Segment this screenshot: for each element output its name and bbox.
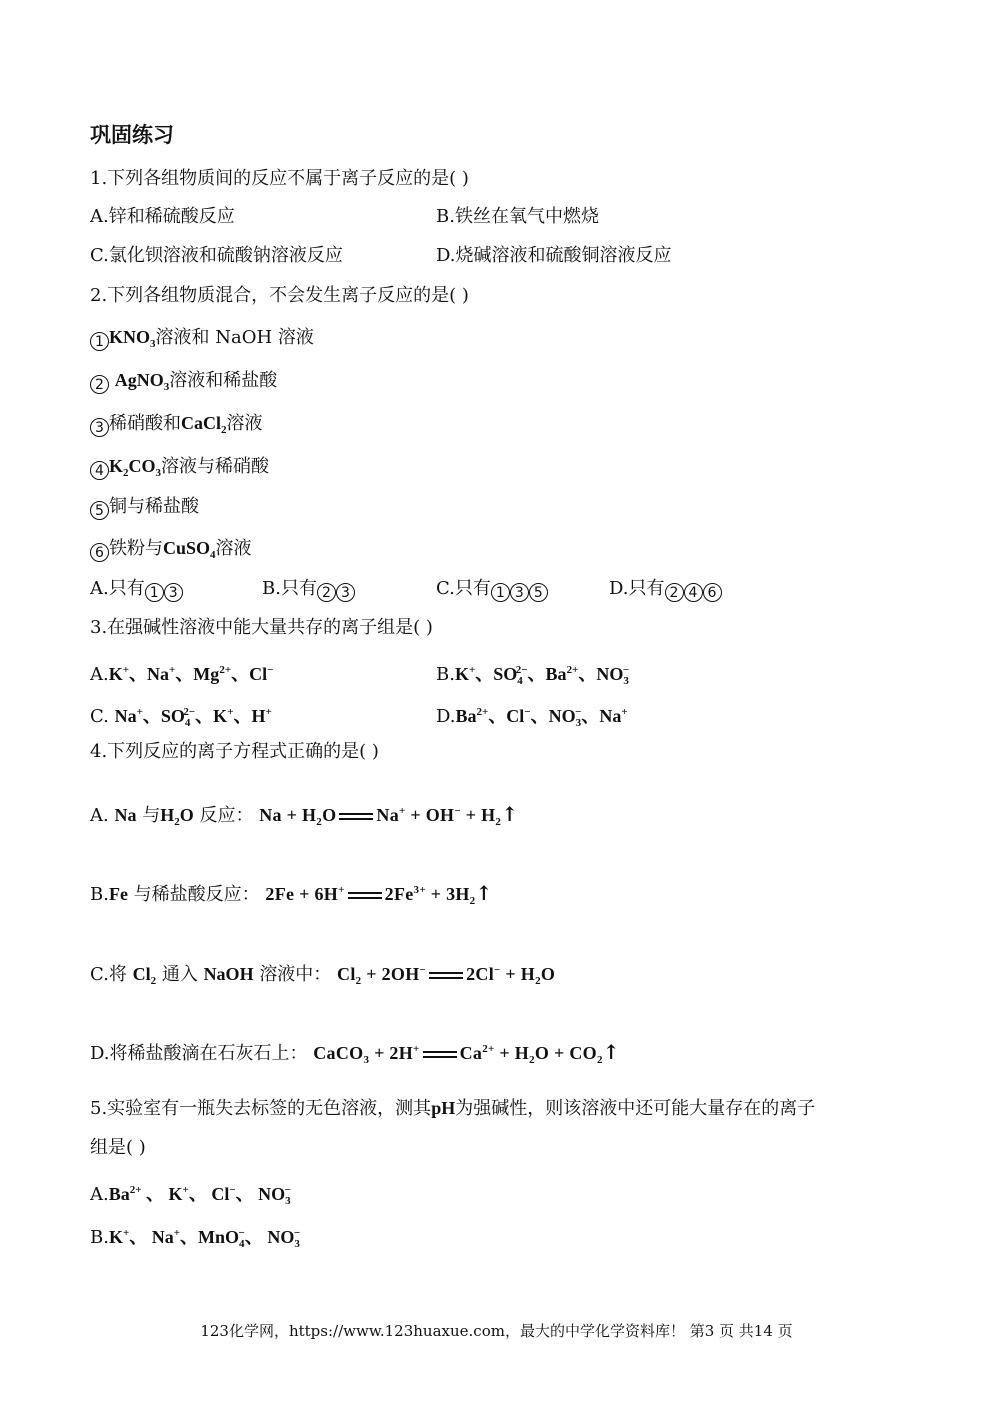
ionic-equation: $Cl_2 + 2OH^-$ $2Cl^- + H_2O$ — [337, 964, 556, 987]
circled-number: 1 — [145, 583, 164, 602]
gas-arrow-icon: ↑ — [501, 802, 518, 826]
item-text: 铁粉与 — [109, 538, 163, 559]
q2-option-d: D.只有 2 4 6 — [609, 577, 722, 602]
q5-stem-line2: 组是( ) — [90, 1137, 146, 1158]
q3-stem: 3.在强碱性溶液中能大量共存的离子组是( ) — [90, 617, 433, 638]
ionic-equation: 2Fe + 6H+ $2Fe^{3+} + 3H_2$ — [265, 884, 476, 907]
q4-option-c: C.将 $Cl_2$ 通入 NaOH 溶液中： $Cl_2 + 2OH^-$ $2Cl^- + H_2O$ — [90, 964, 556, 987]
q3-option-c: C. Na+、$SO_4^{2-}$、K+、H+ — [90, 706, 272, 729]
item-text: 溶液 — [226, 413, 263, 434]
q1-option-a: A.锌和稀硫酸反应 — [90, 206, 235, 227]
item-text: 稀硝酸和 — [109, 413, 181, 434]
gas-arrow-icon: ↑ — [602, 1040, 620, 1064]
circled-number: 2 — [665, 583, 684, 602]
circled-number: 6 — [703, 583, 722, 602]
q1-option-d: D.烧碱溶液和硫酸铜溶液反应 — [436, 245, 672, 266]
q3-option-d: $D.Ba^{2+}$、Cl−、$NO_3^-$、Na+ — [436, 706, 628, 729]
item-text: 溶液和稀盐酸 — [169, 370, 278, 391]
circled-number: 1 — [90, 332, 109, 351]
formula: $KNO_3$ — [109, 327, 156, 350]
ion-list: Na+、$SO_4^{2-}$、K+、H+ — [114, 706, 272, 729]
ionic-equation: $Na + H_2O$ $Na^+ + OH^- + H_2$ — [259, 805, 502, 828]
ion-list: $Ba^{2+}$、Cl−、$NO_3^-$、Na+ — [455, 706, 628, 729]
ion-list: K+、$SO_4^{2-}$、$Ba^{2+}$、$NO_3^-$ — [454, 664, 630, 687]
q2-item-3 — [90, 411, 263, 442]
q1-option-c: C.氯化钡溶液和硫酸钠溶液反应 — [90, 245, 343, 266]
circled-number: 2 — [90, 375, 109, 394]
formula: AgNO$_3$ — [114, 370, 170, 393]
formula: CuSO$_4$ — [163, 538, 216, 561]
circled-number: 5 — [529, 583, 548, 602]
gas-arrow-icon: ↑ — [475, 881, 493, 905]
item-text: 溶液与稀硝酸 — [161, 456, 270, 477]
circled-number: 1 — [491, 583, 510, 602]
ionic-equation: CaCO$_3$ + 2H+ $Ca^{2+} + H_2O + CO_2$ — [313, 1043, 603, 1066]
circled-number: 4 — [684, 583, 703, 602]
ion-list: K+、Na+、$Mg^{2+}$、Cl− — [108, 664, 274, 684]
q3-option-a: A.K+、Na+、$Mg^{2+}$、Cl− — [90, 664, 274, 685]
circled-number: 3 — [90, 418, 109, 437]
ion-list: $Ba^{2+}$ 、 K+、 Cl−、 $NO_3^-$ — [108, 1184, 291, 1207]
circled-number: 6 — [90, 543, 109, 562]
q5-option-b: B.K+、 Na+、MnO$_4$−、 $NO_3^-$ — [90, 1227, 301, 1250]
circled-number: 3 — [510, 583, 529, 602]
q2-option-a: A.只有 1 3 — [90, 577, 183, 602]
q1-option-b: B.铁丝在氧气中燃烧 — [436, 206, 599, 227]
page-footer: 123化学网，https://www.123huaxue.com，最大的中学化学资料库！ 第3 页 共14 页 — [200, 1322, 793, 1340]
q5-option-a: $A.Ba^{2+}$ 、 K+、 Cl−、 $NO_3^-$ — [90, 1184, 291, 1207]
item-text: 铜与稀盐酸 — [109, 496, 199, 517]
item-text: 溶液 — [215, 538, 252, 559]
section-title: 巩固练习 — [90, 122, 174, 147]
q4-option-b: B.Fe 与稀盐酸反应： 2Fe + 6H+ $2Fe^{3+}$ + $3H_2↑$ — [90, 881, 493, 907]
q2-option-b: B.只有 2 3 — [262, 577, 355, 602]
q2-item-1 — [90, 325, 314, 356]
circled-number: 2 — [317, 583, 336, 602]
circled-number: 3 — [164, 583, 183, 602]
q3-option-b: B.K+、$SO_4^{2-}$、$Ba^{2+}$、$NO_3^-$ — [436, 664, 630, 687]
q4-option-a: A. Na 与$H_2O$ 反应： $Na + H_2O$ $Na^+ + OH^- + H_2↑$ — [90, 802, 518, 828]
q1-stem: 1.下列各组物质间的反应不属于离子反应的是( ) — [90, 168, 469, 189]
ion-list: K+、 Na+、MnO$_4$−、 $NO_3^-$ — [108, 1227, 301, 1250]
q2-stem: 2.下列各组物质混合，不会发生离子反应的是( ) — [90, 285, 469, 306]
item-text: 溶液和 NaOH 溶液 — [155, 327, 314, 348]
q4-option-d: D.将稀盐酸滴在石灰石上： CaCO$_3$ + 2H+ $Ca^{2+} + H_2O$ + $CO_2↑$ — [90, 1040, 620, 1066]
q2-option-c: C.只有 1 3 5 — [436, 577, 548, 602]
q4-stem: 4.下列反应的离子方程式正确的是( ) — [90, 741, 379, 762]
formula: CaCl$_2$ — [181, 413, 227, 436]
formula: $K_2CO_3$ — [109, 456, 162, 479]
q2-item-6 — [90, 536, 252, 567]
q2-item-2 — [90, 368, 277, 399]
q2-item-4 — [90, 454, 269, 485]
circled-number: 5 — [90, 501, 109, 520]
q2-item-5 — [90, 495, 199, 520]
circled-number: 3 — [336, 583, 355, 602]
q5-stem-line1: 5.实验室有一瓶失去标签的无色溶液，测其pH为强碱性，则该溶液中还可能大量存在的离子 — [90, 1098, 816, 1119]
circled-number: 4 — [90, 461, 109, 480]
